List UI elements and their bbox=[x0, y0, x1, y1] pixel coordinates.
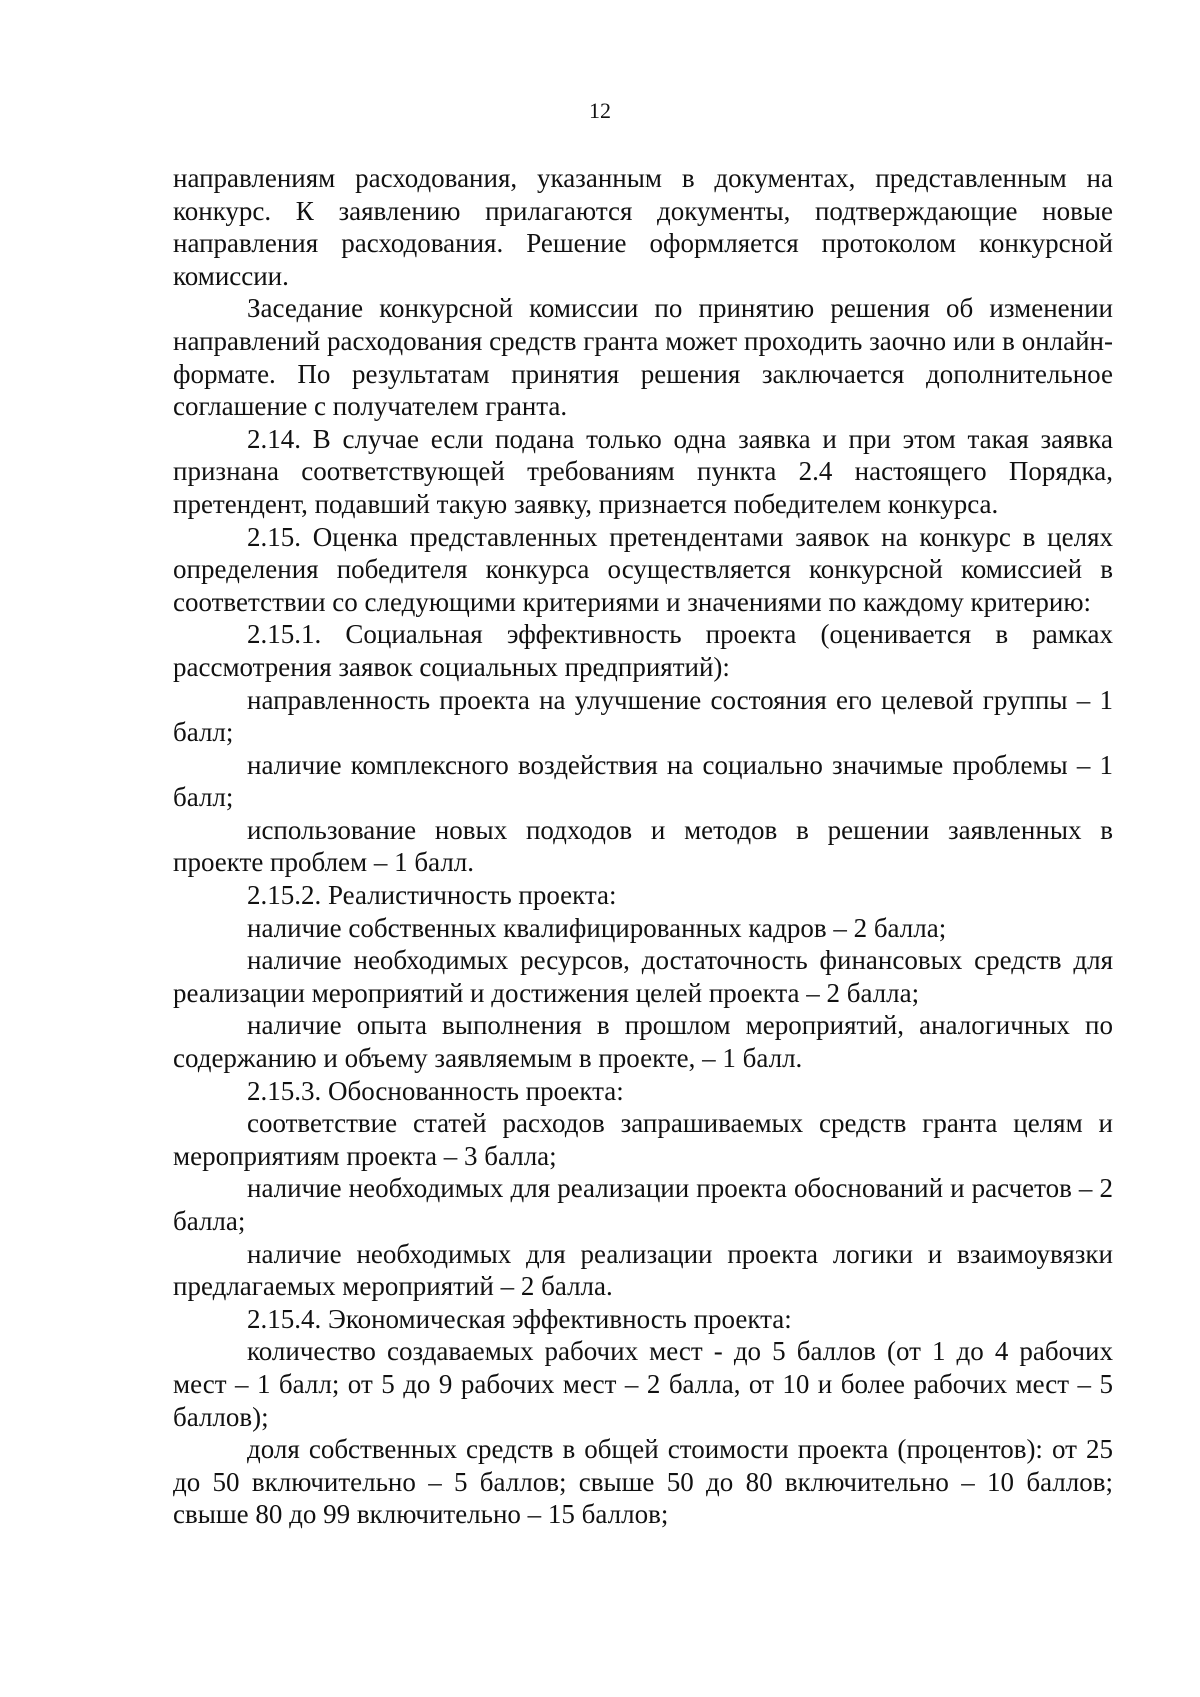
paragraph-2-15-2: 2.15.2. Реалистичность проекта: bbox=[247, 880, 617, 911]
criterion-item: соответствие статей расходов запрашиваемых средств гранта целям и мероприятиям проекта – 3 балла; bbox=[173, 1108, 1113, 1171]
paragraph-2-15: 2.15. Оценка представленных претендентами заявок на конкурс в целях определения победителя конкурса осуществляется конкурсной комиссией в соответствии со следующими критериями и значениями по каждому критерию: bbox=[173, 521, 1113, 617]
paragraph-2-14: 2.14. В случае если подана только одна заявка и при этом такая заявка признана соответствующей требованиям пункта 2.4 настоящего Порядка, претендент, подавший такую заявку, признается победителем конкурса. bbox=[173, 423, 1113, 519]
criterion-item: наличие опыта выполнения в прошлом мероприятий, аналогичных по содержанию и объему заявляемым в проекте, – 1 балл. bbox=[173, 1010, 1113, 1074]
criterion-item: наличие комплексного воздействия на социально значимые проблемы – 1 балл; bbox=[173, 749, 1113, 813]
paragraph-continuation: направлениям расходования, указанным в документах, представленным на конкурс. К заявлению прилагаются документы, подтверждающие новые направления расходования. Решение оформляется протоколом конкурсной комиссии. bbox=[173, 163, 1113, 291]
criterion-item: наличие необходимых для реализации проекта обоснований и расчетов – 2 балла; bbox=[173, 1173, 1113, 1236]
document-body bbox=[173, 162, 1113, 1531]
criterion-item: количество создаваемых рабочих мест - до 5 баллов (от 1 до 4 рабочих мест – 1 балл; от 5 до 9 рабочих мест – 2 балла, от 10 и более рабочих мест – 5 баллов); bbox=[173, 1336, 1113, 1432]
paragraph-2-15-4: 2.15.4. Экономическая эффективность проекта: bbox=[247, 1303, 792, 1334]
criterion-item: направленность проекта на улучшение состояния его целевой группы – 1 балл; bbox=[173, 684, 1113, 748]
criterion-item: наличие необходимых для реализации проекта логики и взаимоувязки предлагаемых мероприятий – 2 балла. bbox=[173, 1238, 1113, 1302]
criterion-item: наличие необходимых ресурсов, достаточность финансовых средств для реализации мероприятий и достижения целей проекта – 2 балла; bbox=[173, 945, 1113, 1008]
criterion-item: наличие собственных квалифицированных кадров – 2 балла; bbox=[247, 912, 947, 943]
criterion-item: использование новых подходов и методов в решении заявленных в проекте проблем – 1 балл. bbox=[173, 814, 1113, 878]
paragraph-commission-meeting: Заседание конкурсной комиссии по принятию решения об изменении направлений расходования средств гранта может проходить заочно или в онлайн-формате. По результатам принятия решения заключается дополнительное соглашение с получателем гранта. bbox=[173, 293, 1113, 422]
criterion-item: доля собственных средств в общей стоимости проекта (процентов): от 25 до 50 включительно – 5 баллов; свыше 50 до 80 включительно – 10 баллов; свыше 80 до 99 включительно – 15 баллов; bbox=[173, 1434, 1113, 1530]
page-number: 12 bbox=[589, 98, 611, 123]
paragraph-2-15-1: 2.15.1. Социальная эффективность проекта (оценивается в рамках рассмотрения заявок социальных предприятий): bbox=[173, 619, 1113, 682]
paragraph-2-15-3: 2.15.3. Обоснованность проекта: bbox=[247, 1075, 624, 1106]
